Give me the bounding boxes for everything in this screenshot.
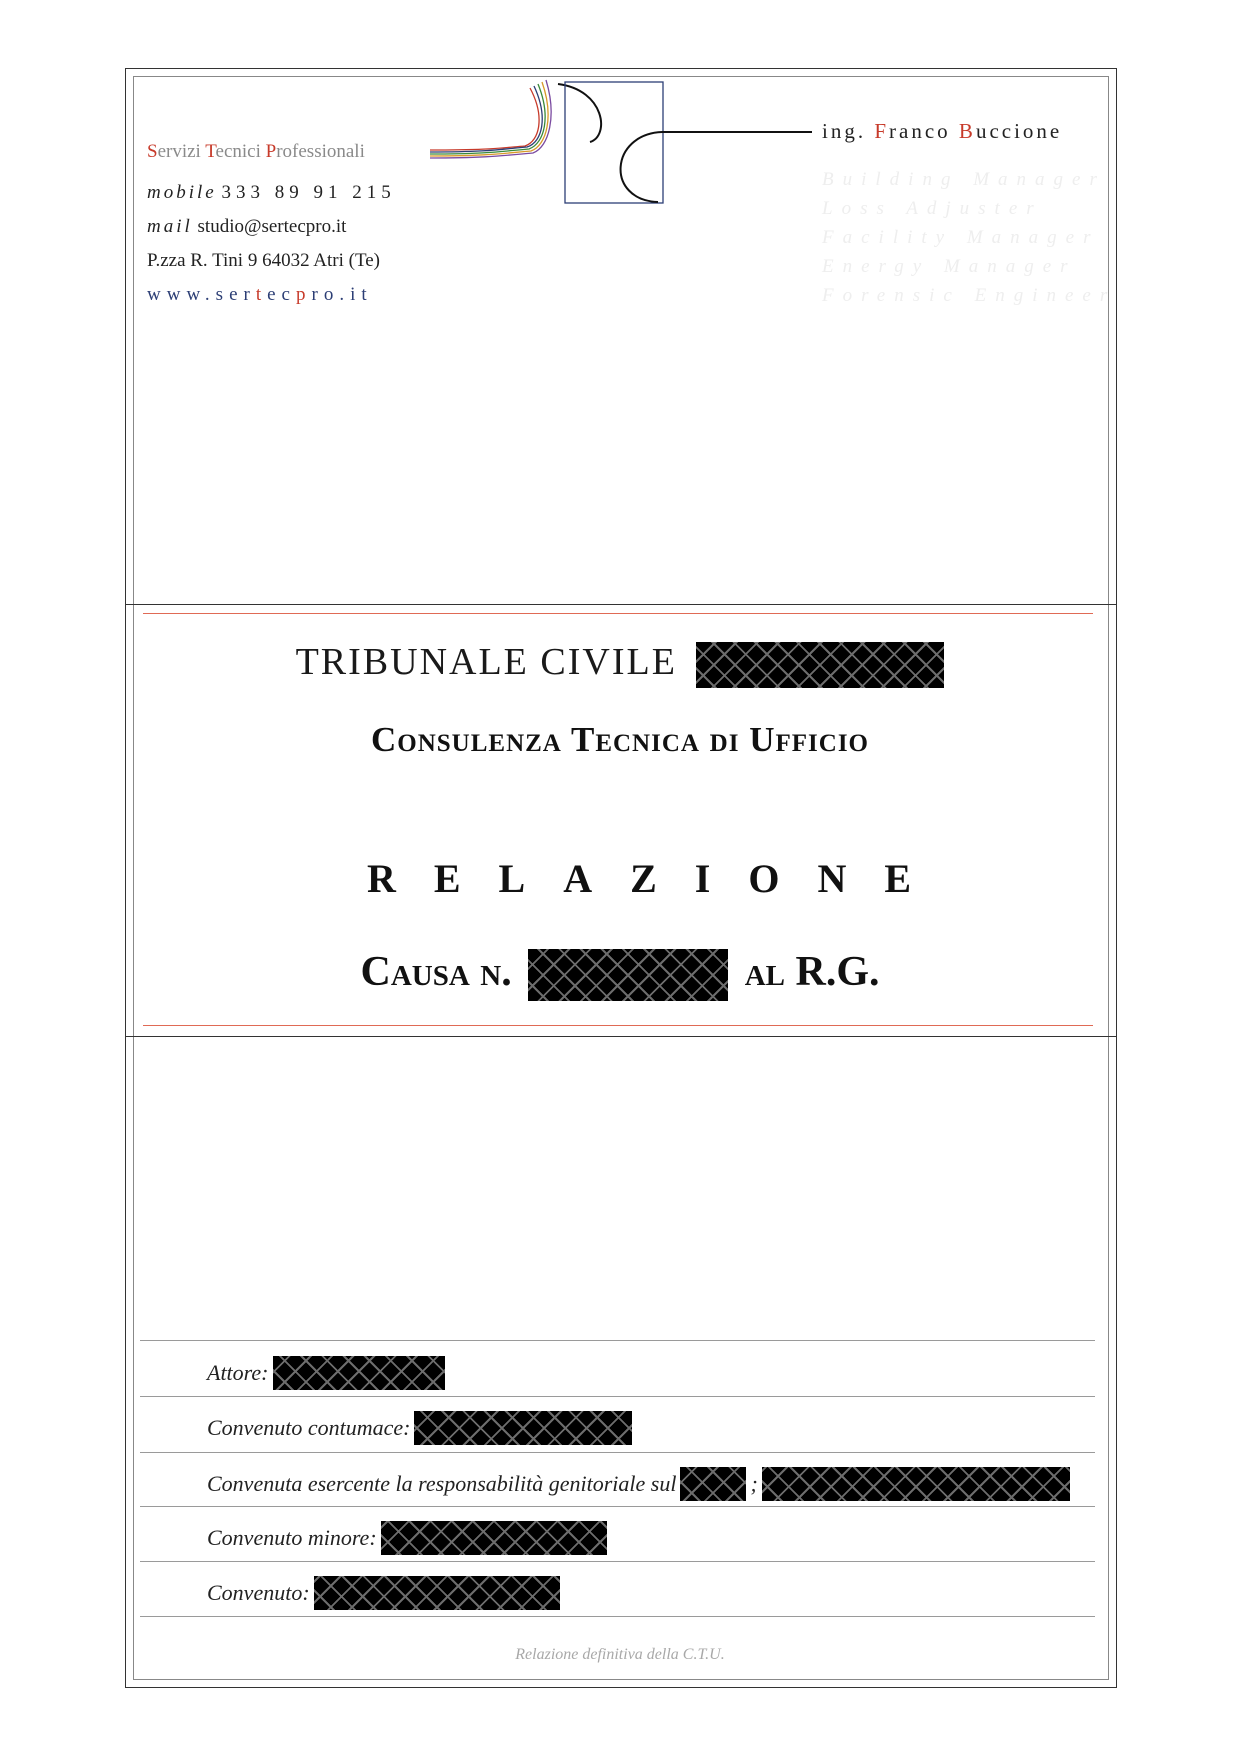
company-name: Servizi Tecnici Professionali: [147, 141, 365, 162]
company-logo: [430, 76, 820, 211]
redacted-court-location: [696, 642, 944, 688]
red-rule-bottom: [143, 1025, 1093, 1026]
party-rule: [140, 1616, 1095, 1617]
party-rule: [140, 1452, 1095, 1453]
mobile-value: 333 89 91 215: [221, 182, 396, 203]
party-rule: [140, 1340, 1095, 1341]
court-heading: [0, 640, 1240, 688]
redacted-party-name: [273, 1356, 445, 1390]
mail-label: mail: [147, 216, 193, 237]
engineer-name: ing. Franco Buccione: [822, 119, 1063, 143]
redacted-party-name: [414, 1411, 632, 1445]
redacted-party-name: [381, 1521, 607, 1555]
party-label: Convenuta esercente la responsabilità genitoriale sul: [207, 1471, 677, 1496]
party-row-attore: [207, 1356, 445, 1390]
case-prefix: Causa n.: [360, 949, 512, 995]
party-row-convenuto-contumace: [207, 1411, 632, 1445]
section-divider-bottom: [125, 1036, 1117, 1037]
party-rule: [140, 1561, 1095, 1562]
party-rule: [140, 1396, 1095, 1397]
section-divider-top: [125, 604, 1117, 605]
role-building-manager: Building Manager: [822, 169, 1106, 190]
contact-website: www.sertecpro.it: [147, 284, 373, 305]
role-loss-adjuster: Loss Adjuster: [822, 198, 1043, 219]
party-separator: ;: [750, 1471, 758, 1496]
footer-note: Relazione definitiva della C.T.U.: [515, 1646, 725, 1663]
case-number-line: [0, 948, 1240, 1001]
mail-value: studio@sertecpro.it: [197, 216, 347, 237]
party-row-convenuta-genitoriale: [207, 1467, 1070, 1501]
party-rule: [140, 1506, 1095, 1507]
contact-mail: [147, 216, 346, 238]
party-row-convenuto: [207, 1576, 560, 1610]
role-facility-manager: Facility Manager: [822, 227, 1100, 248]
role-energy-manager: Energy Manager: [822, 256, 1077, 277]
contact-address: P.zza R. Tini 9 64032 Atri (Te): [147, 250, 381, 271]
mobile-label: mobile: [147, 182, 217, 203]
court-name: TRIBUNALE CIVILE: [295, 641, 677, 683]
redacted-party-name: [762, 1467, 1070, 1501]
case-suffix: al R.G.: [744, 949, 880, 995]
redacted-case-number: [528, 949, 728, 1001]
party-label: Convenuto minore:: [207, 1525, 377, 1550]
party-row-convenuto-minore: [207, 1521, 607, 1555]
party-label: Convenuto:: [207, 1580, 310, 1605]
party-label: Convenuto contumace:: [207, 1415, 411, 1440]
red-rule-top: [143, 613, 1093, 614]
party-label: Attore:: [207, 1360, 269, 1385]
document-heading: RELAZIONE: [366, 856, 950, 901]
document-subtitle: Consulenza Tecnica di Ufficio: [370, 720, 869, 759]
role-forensic-engineer: Forensic Engineer: [822, 285, 1117, 306]
contact-mobile: [147, 182, 396, 204]
redacted-party-name: [314, 1576, 560, 1610]
redacted-party-name: [680, 1467, 746, 1501]
